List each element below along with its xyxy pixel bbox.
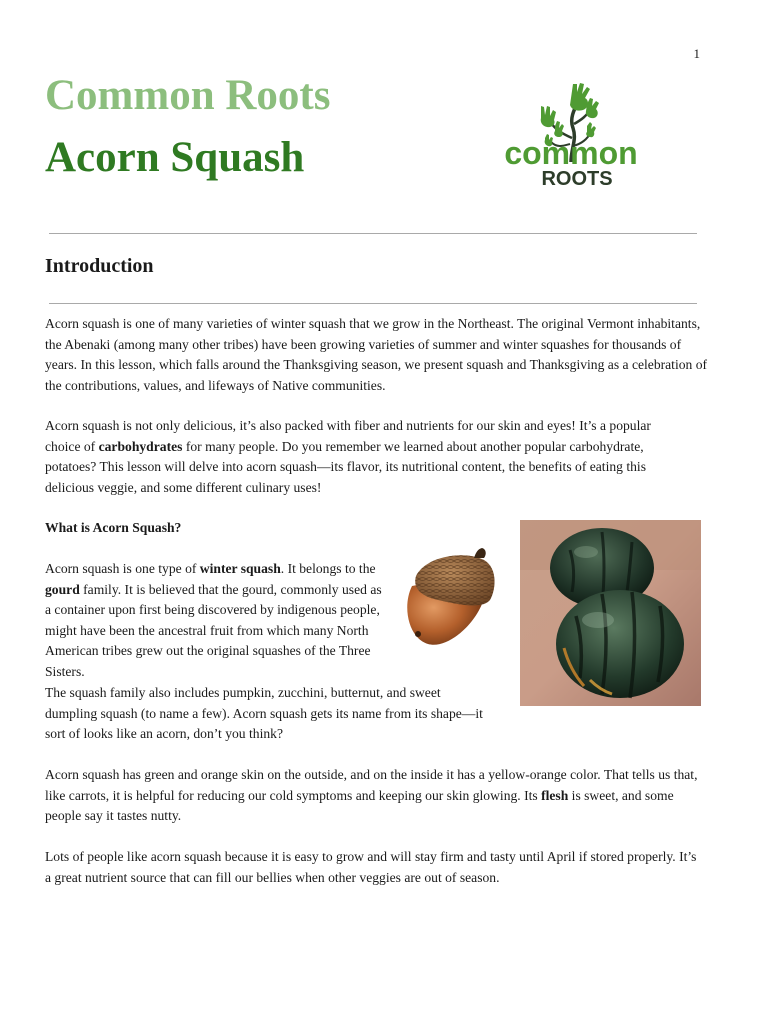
term-carbohydrates: carbohydrates [98, 438, 183, 454]
divider-introduction [49, 303, 697, 304]
term-flesh: flesh [541, 787, 569, 803]
section-heading-introduction: Introduction [45, 255, 154, 277]
common-roots-logo [493, 78, 649, 188]
divider-top [49, 233, 697, 234]
page-number: 1 [693, 46, 700, 61]
logo-word-roots: ROOTS [541, 168, 613, 188]
paragraph-intro-1: Acorn squash is one of many varieties of winter squash that we grow in the Northeast. The original Vermont inhabitants, the Abenaki (among many other tribes) have been growing varieties of summer and winter squashes for thousands of years. In this lesson, which falls around the Thanksgiving season, we present squash and Thanksgiving as a celebration of the contributions, values, and lifeways of Native communities. [45, 316, 708, 393]
acorn-squash-photo [520, 520, 701, 706]
paragraph-what-is-2: The squash family also includes pumpkin, zucchini, butternut, and sweet dumpling squash (to name a few). Acorn squash gets its name from its shape—it sort of looks like an acorn, don’t you think? [45, 685, 483, 741]
acorn-image [398, 546, 500, 650]
paragraph-storage: Lots of people like acorn squash because it is easy to grow and will stay firm and tasty until April if stored properly. It’s a great nutrient source that can fill our bellies when other veggies are out of season. [45, 849, 697, 885]
paragraph-what-is-1: Acorn squash is one type of winter squash. It belongs to the gourd family. It is believed that the gourd, commonly used as a container upon first being discovered by indigenous people, might have been the ancestral fruit from which many North American tribes grew out the original squashes of the Three Sisters. [45, 561, 382, 679]
paragraph-color-flavor: Acorn squash has green and orange skin on the outside, and on the inside it has a yellow-orange color. That tells us that, like carrots, it is helpful for reducing our cold symptoms and keeping our skin glowing. Its flesh is sweet, and some people say it tastes nutty. [45, 767, 698, 823]
subheading-what-is-acorn-squash: What is Acorn Squash? [45, 520, 182, 535]
term-gourd: gourd [45, 581, 80, 597]
title-common-roots: Common Roots [45, 72, 331, 119]
term-winter-squash: winter squash [199, 561, 281, 576]
title-acorn-squash: Acorn Squash [45, 134, 305, 181]
logo-word-common: common [504, 135, 638, 171]
paragraph-intro-2: Acorn squash is not only delicious, it’s also packed with fiber and nutrients for our skin and eyes! It’s a popular choice of carbohydrates for many people. Do you remember we learned about another popular carbohydrate, potatoes? This lesson will delve into acorn squash—its flavor, its nutritional content, the benefits of eating this delicious veggie, and some different culinary uses! [45, 418, 651, 495]
